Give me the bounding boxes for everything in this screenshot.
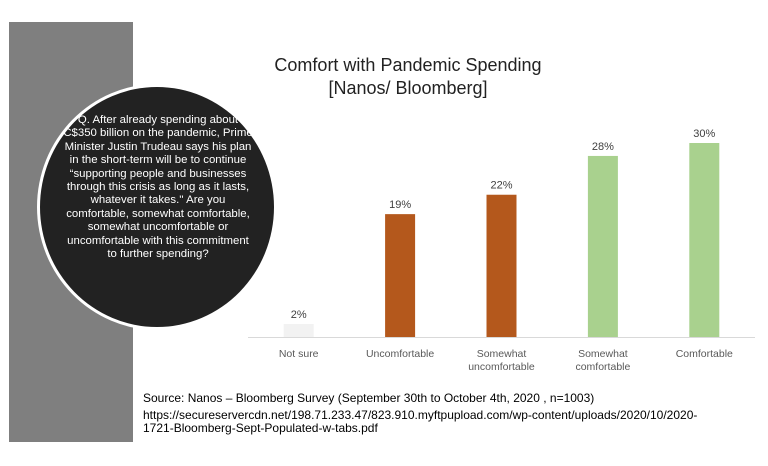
category-label: Uncomfortable <box>365 348 435 360</box>
source-url-line-1: https://secureservercdn.net/198.71.233.47/823.910.myftpupload.com/wp-content/uploads/2020/10/2020- <box>143 408 698 422</box>
data-label: 28% <box>591 140 614 153</box>
source-url-line-2: 1721-Bloomberg-Sept-Populated-w-tabs.pdf <box>143 421 378 435</box>
chart-subtitle: [Nanos/ Bloomberg] <box>328 78 488 98</box>
data-label: 2% <box>290 309 307 322</box>
category-label: Somewhat <box>578 348 628 360</box>
data-label: 22% <box>490 179 513 192</box>
chart-title: Comfort with Pandemic Spending <box>274 55 542 75</box>
category-label: Somewhat <box>476 348 527 360</box>
bar-not-sure <box>284 324 314 337</box>
data-label: 30% <box>693 128 716 140</box>
question-text: Q. After already spending about C$350 billion on the pandemic, Prime Minister Justin Trudeau says his plan in the short-term will be to continue “supporting people and businesses through this crisis as long as it lasts, whatever it takes.'' Are you comfortable, somewhat comfortable, somewhat uncomfortable or uncomfortable with this commitment to further spending? <box>63 114 253 261</box>
category-label: comfortable <box>575 361 631 373</box>
bar-somewhat-uncomfortable <box>487 195 517 337</box>
bar-somewhat-comfortable <box>588 156 618 337</box>
category-label: Not sure <box>278 348 319 360</box>
bar-comfortable <box>689 143 719 337</box>
source-line: Source: Nanos – Bloomberg Survey (September 30th to October 4th, 2020 , n=1003) <box>143 391 595 405</box>
data-label: 19% <box>389 199 412 212</box>
bar-uncomfortable <box>385 214 415 337</box>
category-label: Comfortable <box>675 348 733 360</box>
category-label: uncomfortable <box>468 361 535 373</box>
